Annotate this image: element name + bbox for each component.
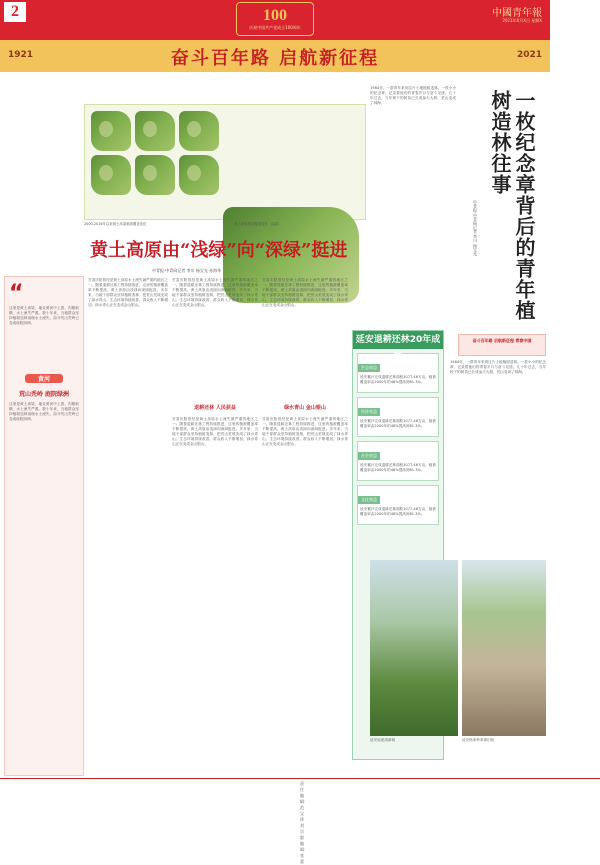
map-caption-right: 黄土高原植被覆盖变化（局部） [234,222,282,226]
quote-mark-icon: “ [9,281,24,306]
page-footer: 责任编辑：范宝珍 刘宗毅 编辑：张蕾 [0,778,600,792]
infographic-section-text: 延安累计完成退耕还林面积1077.46万亩，植被覆盖率由2000年的46%提高到81.3%。 [360,463,436,472]
infographic-section [357,485,439,525]
vegetation-maps-figure [84,104,366,220]
vegetation-map [91,155,131,195]
infographic-section-title: 生态效益 [358,364,380,372]
infographic-section-text: 延安累计完成退耕还林面积1077.46万亩，植被覆盖率由2000年的46%提高到81.3%。 [360,375,436,384]
infographic-section-title: 文化效益 [358,496,380,504]
article-subhead: 绿水青山 金山银山 [284,405,326,411]
photo-caption-left: 延安南泥湾新貌 [370,738,396,742]
photo-caption-right: 延安杨家岭革命旧址 [462,738,495,742]
slogan: 奋斗百年路 启航新征程 [170,48,380,69]
vegetation-map [179,155,219,195]
article-paragraph: 甘肃庆阳曾经是黄土高原水土流失最严重的地区之一。随着退耕还林工程持续推进，这里的植被覆盖率不断提高，黄土高原由浅绿向深绿挺进。多年来，当地干部群众坚持植树造林，把荒山荒坡变成了绿水青山。生态环境持续改善，群众收入不断增加，绿水青山正在变成金山银山。 [262,278,348,307]
infographic-section-title: 社会效益 [358,452,380,460]
vegetation-map [91,111,131,151]
sidebar-body-text: 这里是黄土高原，地处黄河中上游，沟壑纵横，水土流失严重。数十年来，当地群众坚持植树造林治理水土流失，如今荒山秃岭已变成庭院绿洲。 [9,402,79,421]
issue-date: 2021年X月X日 星期X [502,18,542,23]
infographic-section-title: 经济效益 [358,408,380,416]
article2-title: 一枚纪念章背后的青年植树造林往事 [488,90,536,321]
infographic-section [357,441,439,481]
article-paragraph: 甘肃庆阳曾经是黄土高原水土流失最严重的地区之一。随着退耕还林工程持续推进，这里的植被覆盖率不断提高，黄土高原由浅绿向深绿挺进。多年来，当地干部群众坚持植树造林，把荒山荒坡变成了绿水青山。生态环境持续改善，群众收入不断增加，绿水青山正在变成金山银山。 [172,278,258,307]
vegetation-map [135,155,175,195]
map-caption-left: 2000-2016年以来黄土高原植被覆盖变化 [84,222,147,226]
article-column-2 [172,278,258,774]
article2-column-2: 1984年，一群青年来到这片土地植树造林。一枚小小的纪念章，记录着他们的青春岁月与奋斗足迹。几十年过去，当年种下的树苗已长成参天大树，荒山变成了林海。 [450,360,546,374]
infographic-section [357,397,439,437]
article2-byline: 中青报·中青网记者 李川 杨宝光 [473,200,478,256]
article-paragraph: 甘肃庆阳曾经是黄土高原水土流失最严重的地区之一。随着退耕还林工程持续推进，这里的植被覆盖率不断提高，黄土高原由浅绿向深绿挺进。多年来，当地干部群众坚持植树造林，把荒山荒坡变成了绿水青山。生态环境持续改善，群众收入不断增加，绿水青山正在变成金山银山。 [262,417,348,446]
article-title-loess-plateau: 黄土高原由“浅绿”向“深绿”挺进 [90,240,348,261]
photo-landscape-left [370,560,458,736]
article2-column-tag: 奋斗百年路 启航新征程 青春中国 [458,334,546,356]
centenary-logo-caption: 庆祝中国共产党成立100周年 [249,25,301,30]
vegetation-map [135,111,175,151]
infographic-section-text: 延安累计完成退耕还林面积1077.46万亩，植被覆盖率由2000年的46%提高到81.3%。 [360,507,436,516]
article-column-1: 甘肃庆阳曾经是黄土高原水土流失最严重的地区之一。随着退耕还林工程持续推进，这里的植被覆盖率不断提高，黄土高原由浅绿向深绿挺进。多年来，当地干部群众坚持植树造林，把荒山荒坡变成了绿水青山。生态环境持续改善，群众收入不断增加，绿水青山正在变成金山银山。 [88,278,168,307]
vegetation-map-grid-left [85,105,225,201]
centenary-logo [236,2,314,36]
sidebar-subtitle: 荒山秃岭 庭院绿洲 [18,391,70,398]
article-subhead: 退耕还林 人民获益 [194,405,236,411]
infographic-section-text: 延安累计完成退耕还林面积1077.46万亩，植被覆盖率由2000年的46%提高到81.3%。 [360,419,436,428]
article-paragraph: 甘肃庆阳曾经是黄土高原水土流失最严重的地区之一。随着退耕还林工程持续推进，这里的植被覆盖率不断提高，黄土高原由浅绿向深绿挺进。多年来，当地干部群众坚持植树造林，把荒山荒坡变成了绿水青山。生态环境持续改善，群众收入不断增加，绿水青山正在变成金山银山。 [172,417,258,446]
vegetation-map [179,111,219,151]
sidebar-box [4,276,84,776]
page-header [0,0,550,72]
year-right: 2021 [516,50,542,60]
sidebar-title: 黄河 [25,374,63,383]
article-byline: 中青报·中青网记者 李川 杨宝光 孙海华 [152,268,222,273]
sidebar-intro-text: 这里是黄土高原，地处黄河中上游，沟壑纵横，水土流失严重。数十年来，当地群众坚持植树造林治理水土流失，如今荒山秃岭已变成庭院绿洲。 [9,306,79,325]
year-left: 1921 [8,50,34,60]
article-column-3 [262,278,348,774]
newspaper-masthead: 中國青年報 [492,8,542,19]
article2-column-1: 1984年，一群青年来到这片土地植树造林。一枚小小的纪念章，记录着他们的青春岁月与奋斗足迹。几十年过去，当年种下的树苗已长成参天大树，荒山变成了林海。 [370,86,456,105]
infographic-title: 延安退耕还林20年成就 [353,331,443,349]
centenary-logo-number: 100 [263,7,287,24]
photo-landscape-right [462,560,546,736]
page-number: 2 [4,2,26,22]
